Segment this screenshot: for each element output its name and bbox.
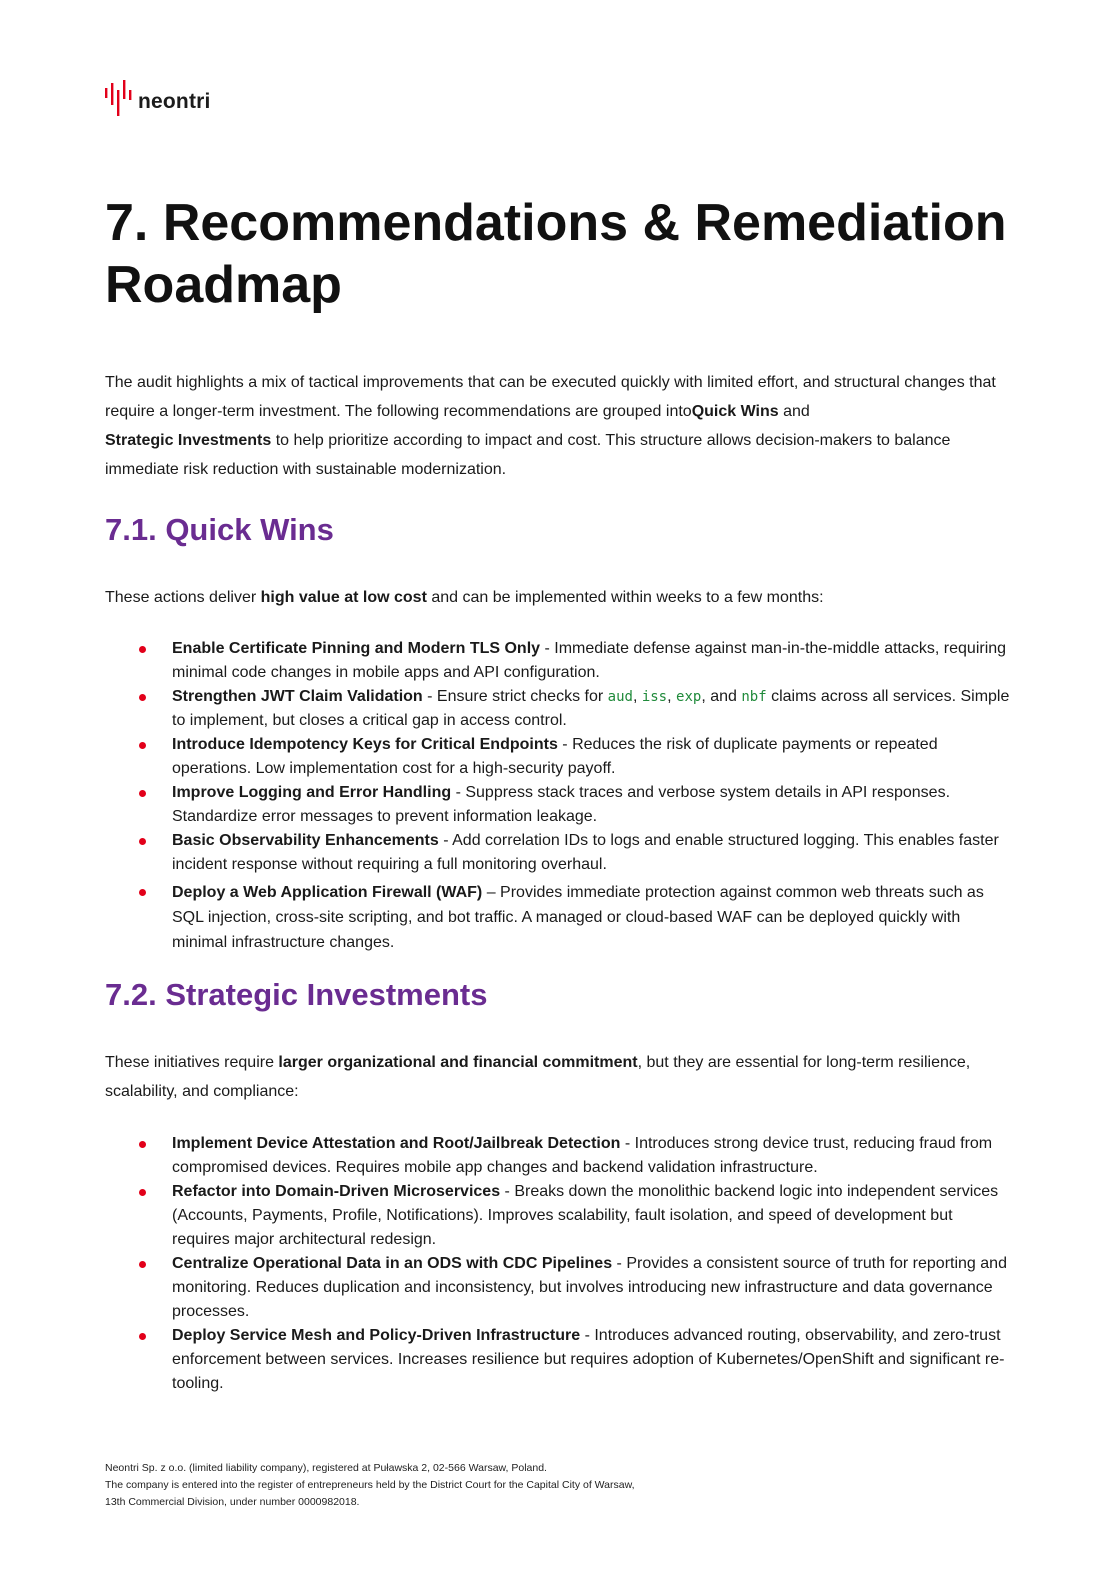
- lead-text: These initiatives require: [105, 1054, 279, 1071]
- item-text: - Introduces strong device trust, reducing fraud from compromised devices. Requires mobile app changes and backend validation infrastructure.: [172, 1135, 993, 1176]
- bullet-icon: [139, 1261, 146, 1268]
- bullet-icon: [139, 742, 146, 749]
- item-text: – Provides immediate protection against common web threats such as SQL injection, cross-site scripting, and bot traffic. A managed or cloud-based WAF can be deployed quickly with minimal infrastructure changes.: [172, 884, 984, 951]
- list-item: [172, 1132, 1012, 1180]
- bullet-icon: [139, 838, 146, 845]
- intro-text: The audit highlights a mix of tactical improvements that can be executed quickly with limited effort, and structural changes that require a longer-term investment. The following recommendations are grouped into: [105, 374, 996, 420]
- item-text: ,: [632, 688, 642, 705]
- item-title: Refactor into Domain-Driven Microservices: [172, 1183, 501, 1200]
- item-text: - Ensure strict checks for: [422, 688, 608, 705]
- bullet-icon: [139, 646, 146, 653]
- item-text: ,: [667, 688, 677, 705]
- company-logo: [105, 80, 211, 116]
- lead-bold: high value at low cost: [260, 589, 427, 606]
- list-item: [172, 685, 1012, 733]
- item-text: - Reduces the risk of duplicate payments or repeated operations. Low implementation cost for a high-security payoff.: [172, 736, 938, 777]
- item-title: Strengthen JWT Claim Validation: [172, 688, 423, 705]
- lead-bold: larger organizational and financial commitment: [278, 1054, 638, 1071]
- item-text: , and: [701, 688, 742, 705]
- item-title: Basic Observability Enhancements: [172, 832, 439, 849]
- list-item: [172, 880, 1012, 955]
- intro-bold-strategic: Strategic Investments: [105, 432, 272, 449]
- strategic-list: [172, 1132, 1012, 1396]
- lead-text: and can be implemented within weeks to a few months:: [426, 589, 824, 606]
- item-title: Deploy a Web Application Firewall (WAF): [172, 884, 483, 901]
- bullet-icon: [139, 889, 146, 896]
- item-title: Enable Certificate Pinning and Modern TLS Only: [172, 640, 541, 657]
- bullet-icon: [139, 1141, 146, 1148]
- page-title: 7. Recommendations & Remediation Roadmap: [105, 194, 1007, 314]
- section-heading-quick-wins: 7.1. Quick Wins: [105, 512, 334, 547]
- item-title: Implement Device Attestation and Root/Jailbreak Detection: [172, 1135, 621, 1152]
- intro-paragraph: [105, 368, 1010, 484]
- item-text: - Provides a consistent source of truth for reporting and monitoring. Reduces duplication and inconsistency, but involves introducing new infrastructure and data governance processes.: [172, 1255, 1007, 1320]
- bullet-icon: [139, 1189, 146, 1196]
- lead-text: These actions deliver: [105, 589, 261, 606]
- list-item: [172, 1324, 1012, 1396]
- intro-text: and: [778, 403, 810, 420]
- item-text: - Suppress stack traces and verbose system details in API responses. Standardize error messages to prevent information leakage.: [172, 784, 951, 825]
- code-iss: iss: [641, 689, 668, 705]
- list-item: [172, 637, 1012, 685]
- quick-wins-list: [172, 637, 1012, 955]
- item-title: Centralize Operational Data in an ODS with CDC Pipelines: [172, 1255, 613, 1272]
- bullet-icon: [139, 694, 146, 701]
- list-item: [172, 1252, 1012, 1324]
- item-title: Improve Logging and Error Handling: [172, 784, 452, 801]
- item-text: claims across all services. Simple to implement, but closes a critical gap in access control.: [172, 688, 1010, 729]
- list-item: [172, 733, 1012, 781]
- footer-line: 13th Commercial Division, under number 0000982018.: [105, 1496, 360, 1508]
- code-exp: exp: [676, 689, 702, 705]
- code-aud: aud: [607, 689, 633, 705]
- logo-bars-icon: [105, 80, 135, 116]
- list-item: [172, 829, 1012, 877]
- code-nbf: nbf: [741, 689, 767, 705]
- footer-line: Neontri Sp. z o.o. (limited liability company), registered at Puławska 2, 02-566 Warsaw, Poland.: [105, 1462, 547, 1474]
- bullet-icon: [139, 790, 146, 797]
- list-item: [172, 781, 1012, 829]
- list-item: [172, 1180, 1012, 1252]
- item-text: - Introduces advanced routing, observability, and zero-trust enforcement between services. Increases resilience but requires adoption of Kubernetes/OpenShift and significant re-tooling.: [172, 1327, 1005, 1392]
- intro-text: to help prioritize according to impact and cost. This structure allows decision-makers to balance immediate risk reduction with sustainable modernization.: [105, 432, 951, 478]
- footer-line: The company is entered into the register of entrepreneurs held by the District Court for the Capital City of Warsaw,: [105, 1479, 635, 1491]
- item-title: Deploy Service Mesh and Policy-Driven Infrastructure: [172, 1327, 581, 1344]
- bullet-icon: [139, 1333, 146, 1340]
- section-heading-strategic: 7.2. Strategic Investments: [105, 977, 488, 1012]
- item-text: - Immediate defense against man-in-the-middle attacks, requiring minimal code changes in mobile apps and API configuration.: [172, 640, 1007, 681]
- quick-wins-lead: [105, 583, 1010, 612]
- logo-text: neontri: [138, 90, 211, 113]
- lead-text: , but they are essential for long-term resilience, scalability, and compliance:: [105, 1054, 971, 1100]
- item-text: - Breaks down the monolithic backend logic into independent services (Accounts, Payments, Profile, Notifications). Improves scalability, fault isolation, and speed of development but requires major architectural redesign.: [172, 1183, 999, 1248]
- item-title: Introduce Idempotency Keys for Critical Endpoints: [172, 736, 558, 753]
- intro-bold-quick-wins: Quick Wins: [691, 403, 779, 420]
- page-footer: [105, 1460, 905, 1511]
- strategic-lead: [105, 1048, 1010, 1106]
- item-text: - Add correlation IDs to logs and enable structured logging. This enables faster incident response without requiring a full monitoring overhaul.: [172, 832, 999, 873]
